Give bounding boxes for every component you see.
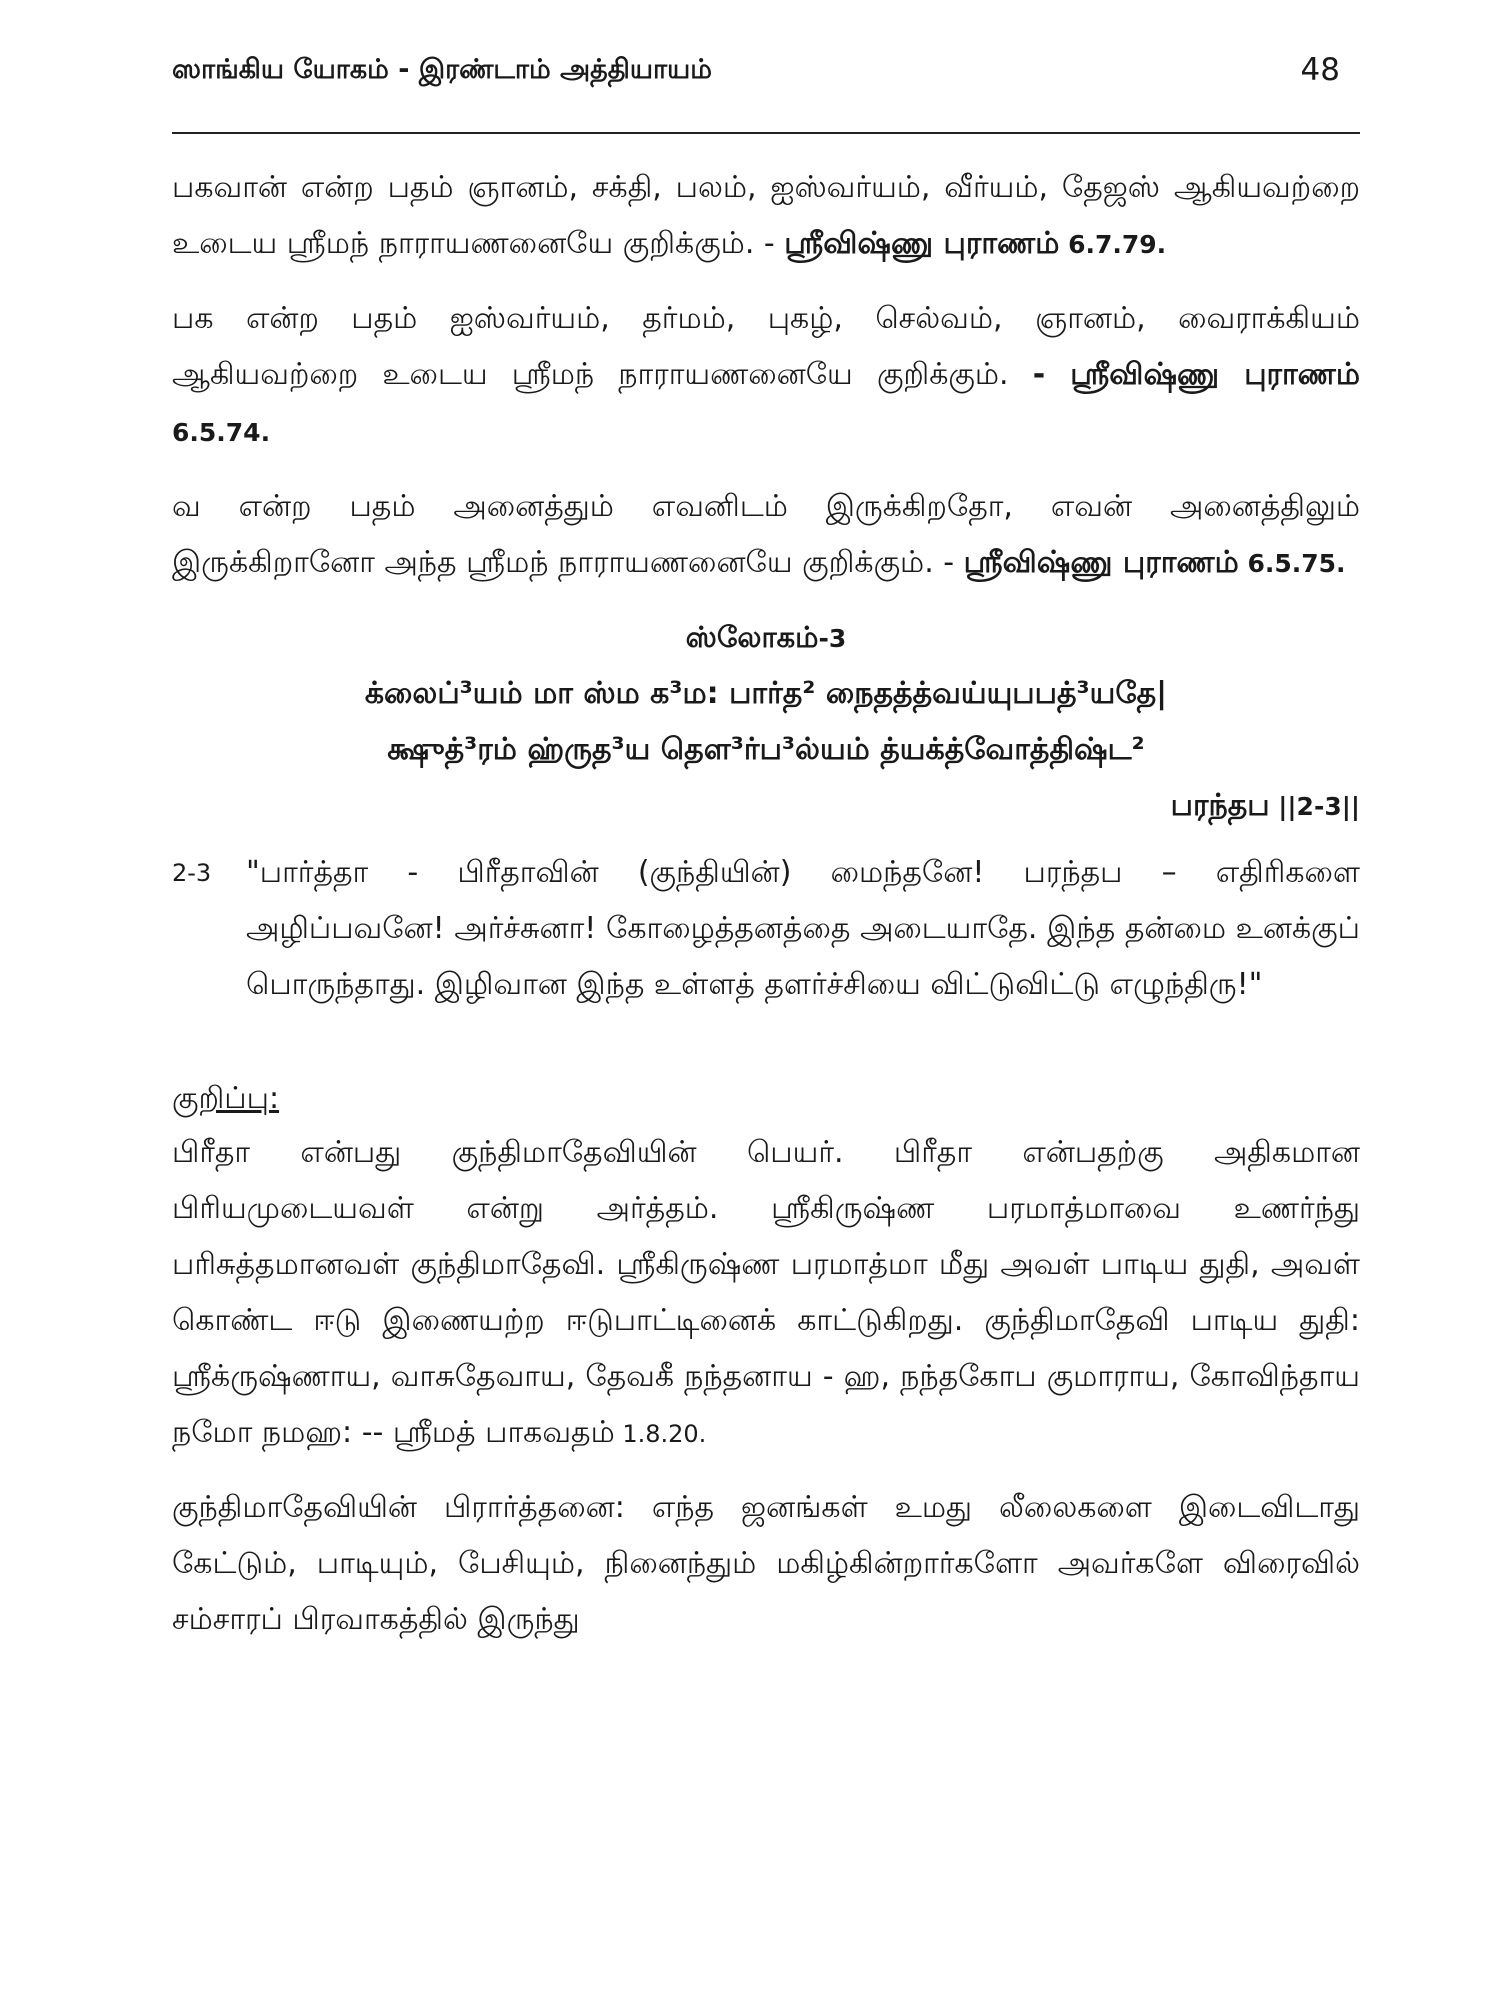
- sloka-line-2: க்ஷுத்³ரம் ஹ்ருத³ய தௌ³ர்ப³ல்யம் த்யக்த்வோத்திஷ்ட²: [387, 732, 1145, 767]
- sloka-title: [172, 610, 1360, 666]
- page-number: 48: [1300, 52, 1340, 88]
- chapter-title: ஸாங்கிய யோகம் - இரண்டாம் அத்தியாயம்: [172, 54, 712, 85]
- paragraph-bhaga: [172, 291, 1360, 461]
- paragraph-bhagavan: [172, 160, 1360, 273]
- sloka-title-text: ஸ்லோகம்: [685, 620, 819, 654]
- verse-reference: 6.5.75.: [1238, 549, 1346, 578]
- sloka-block: [172, 610, 1360, 835]
- source-citation: - ஸ்ரீவிஷ்ணு புராணம்: [1032, 357, 1360, 392]
- verse-reference: 6.5.74.: [172, 418, 271, 447]
- translation-block: [172, 845, 1360, 1013]
- paragraph-text: பக என்ற பதம் ஐஸ்வர்யம், தர்மம், புகழ், செல்வம், ஞானம், வைராக்கியம் ஆகியவற்றை உடைய ஸ்ரீமந் நாராயணனையே குறிக்கும்.: [172, 301, 1360, 392]
- sloka-number: -3: [818, 624, 847, 653]
- note-paragraph-2: குந்திமாதேவியின் பிரார்த்தனை: எந்த ஜனங்கள் உமது லீலைகளை இடைவிடாது கேட்டும், பாடியும், பேசியும், நினைந்தும் மகிழ்கின்றார்களோ அவர்களே விரைவில் சம்சாரப் பிரவாகத்தில் இருந்து: [172, 1490, 1360, 1637]
- note-paragraph-1: [172, 1125, 1360, 1462]
- page-body: [172, 160, 1360, 1666]
- page-header: [172, 48, 1340, 108]
- paragraph-text: பிரீதா என்பது குந்திமாதேவியின் பெயர். பிரீதா என்பதற்கு அதிகமான பிரியமுடையவள் என்று அர்த்தம். ஸ்ரீகிருஷ்ண பரமாத்மாவை உணர்ந்து பரிசுத்தமானவள் குந்திமாதேவி. ஸ்ரீகிருஷ்ண பரமாத்மா மீது அவள் பாடிய துதி, அவள் கொண்ட ஈடு இணையற்ற ஈடுபாட்டினைக் காட்டுகிறது. குந்திமாதேவி பாடிய துதி: ஸ்ரீக்ருஷ்ணாய, வாசுதேவாய, தேவகீ நந்தனாய - ஹ, நந்தகோப குமாராய, கோவிந்தாய நமோ நமஹ: -- ஸ்ரீமத் பாகவதம்: [172, 1135, 1360, 1450]
- sloka-line-3: [172, 778, 1360, 835]
- source-citation: ஸ்ரீவிஷ்ணு புராணம்: [784, 226, 1060, 261]
- header-divider: [172, 132, 1360, 134]
- translation-number: 2-3: [172, 859, 212, 887]
- sloka-verse-number: ||2-3||: [1269, 792, 1360, 821]
- note-heading: குறிப்பு:: [172, 1081, 280, 1116]
- paragraph-text: வ என்ற பதம் அனைத்தும் எவனிடம் இருக்கிறதோ, எவன் அனைத்திலும் இருக்கிறானோ அந்த ஸ்ரீமந் நாராயணனையே குறிக்கும். -: [172, 489, 1360, 580]
- translation-text: "பார்த்தா - பிரீதாவின் (குந்தியின்) மைந்தனே! பரந்தப – எதிரிகளை அழிப்பவனே! அர்ச்சுனா! கோழைத்தனத்தை அடையாதே. இந்த தன்மை உனக்குப் பொருந்தாது. இழிவான இந்த உள்ளத் தளர்ச்சியை விட்டுவிட்டு எழுந்திரு!": [246, 855, 1360, 1002]
- sloka-line-1: க்லைப்³யம் மா ஸ்ம க³ம: பார்த² நைதத்த்வய்யுபபத்³யதே|: [364, 676, 1168, 711]
- source-citation: ஸ்ரீவிஷ்ணு புராணம்: [963, 545, 1239, 580]
- sloka-line-3-text: பரந்தப: [1170, 788, 1270, 823]
- paragraph-va: [172, 479, 1360, 592]
- paragraph-text: பகவான் என்ற பதம் ஞானம், சக்தி, பலம், ஐஸ்வர்யம், வீர்யம், தேஜஸ் ஆகியவற்றை உடைய ஸ்ரீமந் நாராயணனையே குறிக்கும். -: [172, 170, 1360, 261]
- verse-reference: 6.7.79.: [1059, 230, 1167, 259]
- verse-reference: 1.8.20.: [614, 1420, 707, 1448]
